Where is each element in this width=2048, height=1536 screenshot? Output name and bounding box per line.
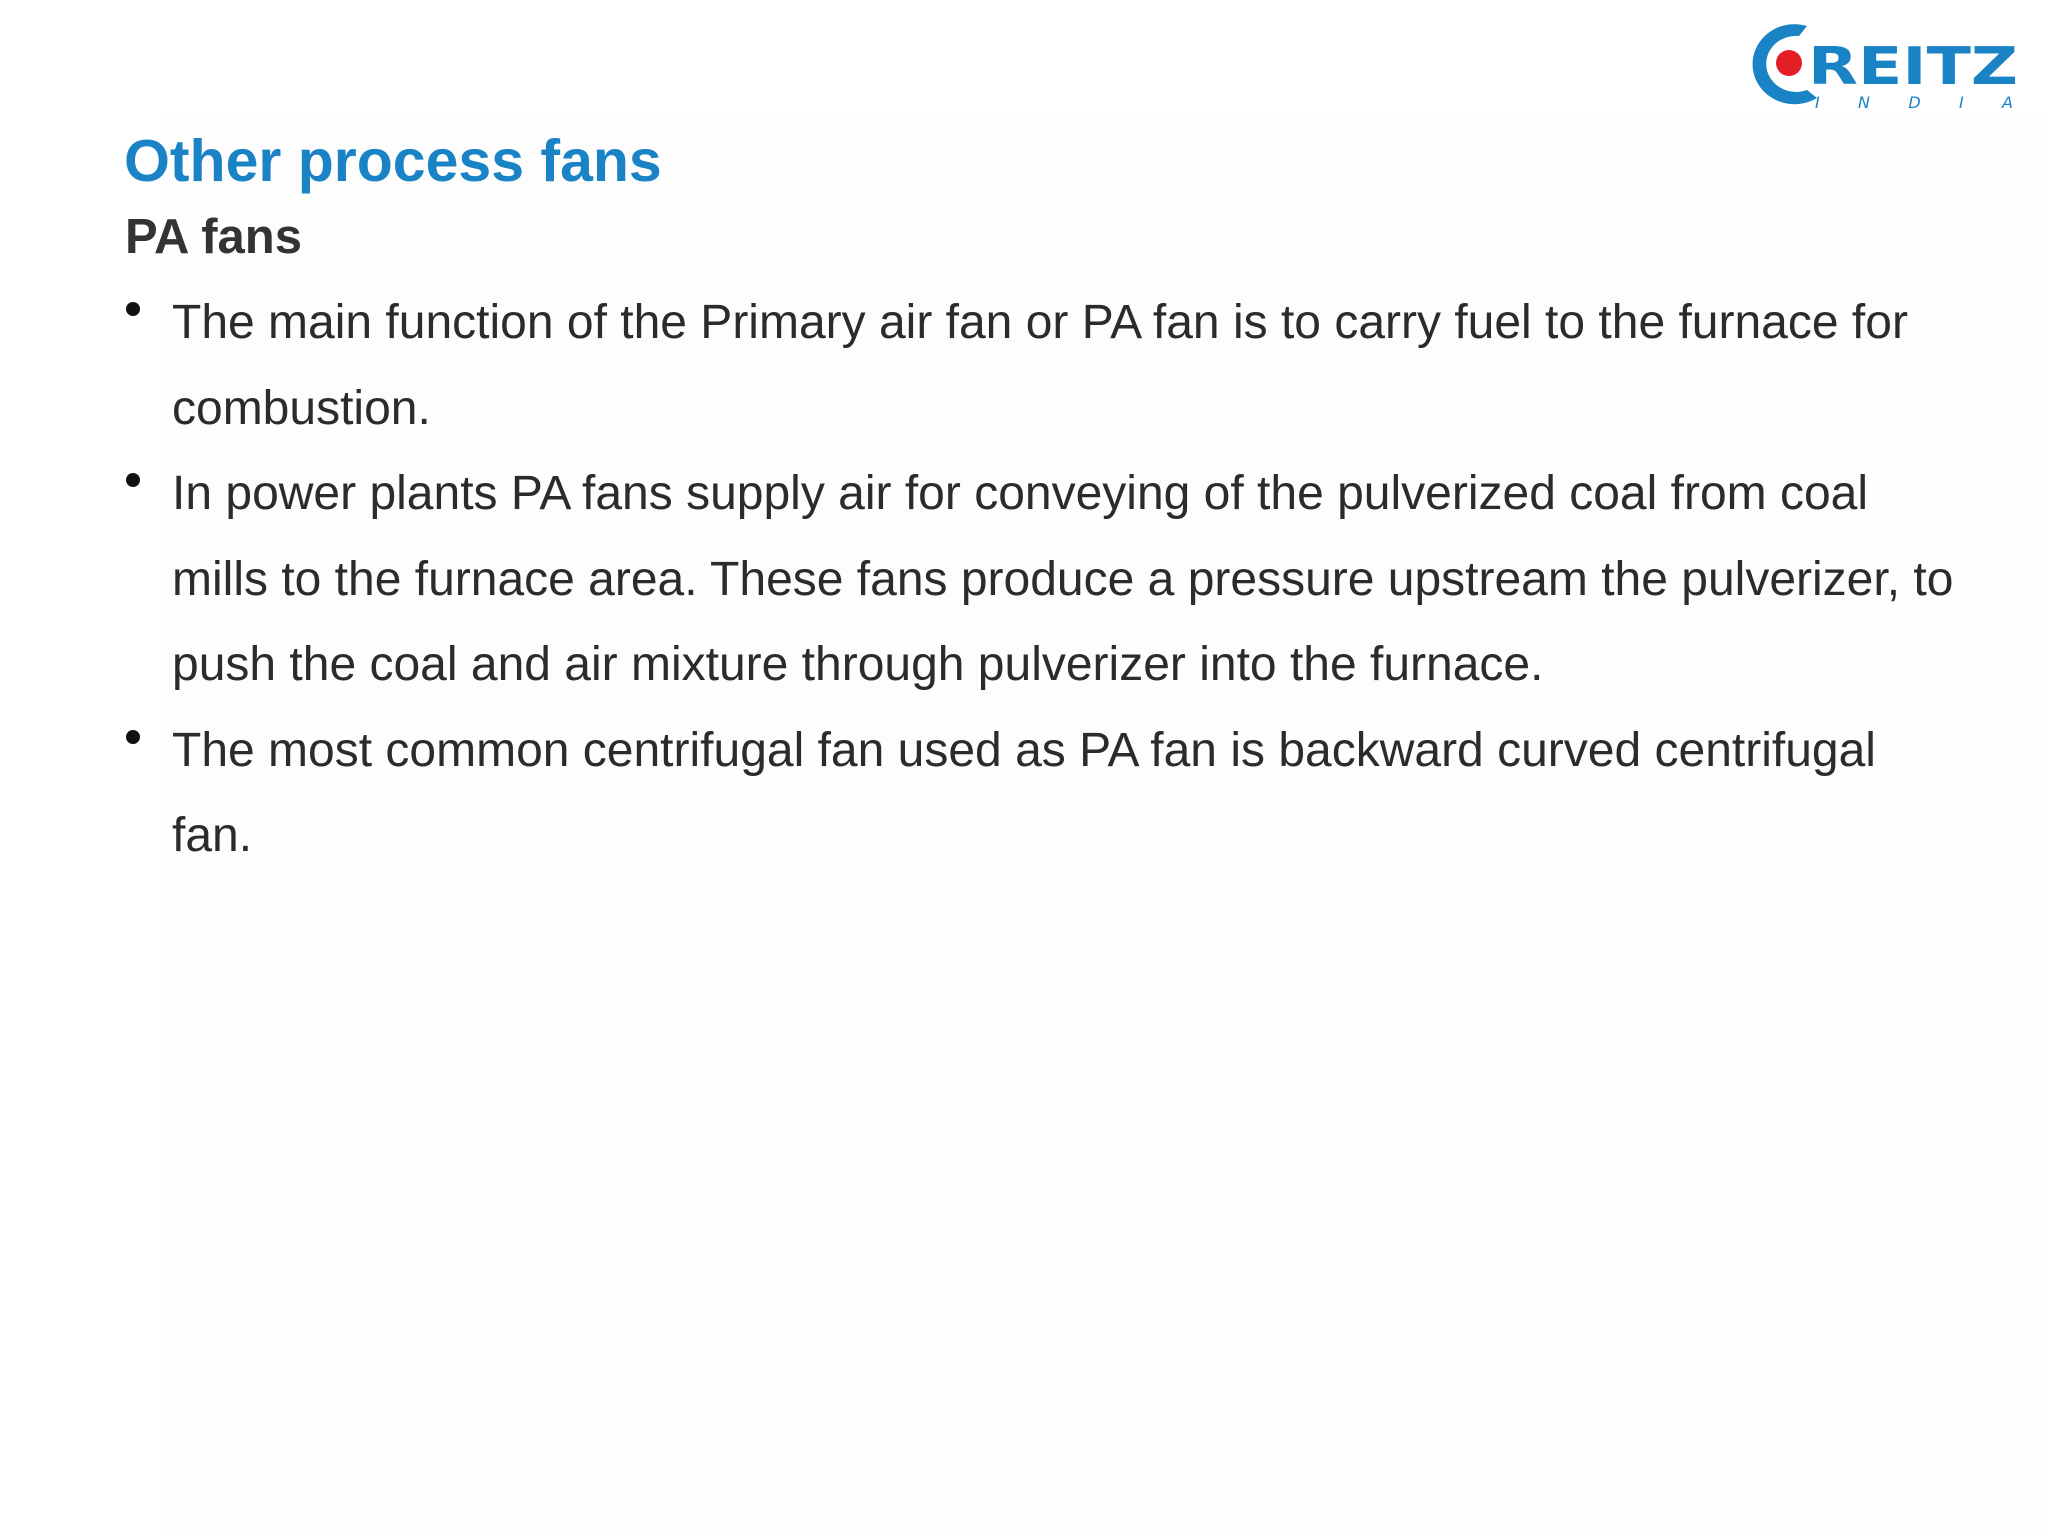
slide-title: Other process fans (124, 128, 662, 194)
bullet-dot-icon (126, 730, 140, 744)
reitz-india-logo (1735, 16, 2025, 116)
logo-red-dot (1776, 50, 1802, 76)
bullet-list (124, 280, 1964, 879)
logo-wordmark: REITZ (1808, 37, 2018, 97)
bullet-text: The most common centrifugal fan used as PA fan is backward curved centrifugal fan. (172, 723, 1876, 862)
section-subheading: PA fans (125, 210, 302, 264)
bullet-text: The main function of the Primary air fan or PA fan is to carry fuel to the furnace for combustion. (172, 296, 1908, 435)
bullet-item (124, 708, 1964, 879)
reitz-logo-mark (1735, 16, 2025, 116)
bullet-text: In power plants PA fans supply air for conveying of the pulverized coal from coal mills to the furnace area. These fans produce a pressure upstream the pulverizer, to push the coal and air mixture through pulverizer into the furnace. (172, 467, 1954, 691)
bullet-dot-icon (126, 302, 140, 316)
bullet-item (124, 280, 1964, 451)
bullet-item (124, 451, 1964, 708)
bullet-dot-icon (126, 473, 140, 487)
logo-tagline: I N D I A (1815, 93, 2013, 112)
